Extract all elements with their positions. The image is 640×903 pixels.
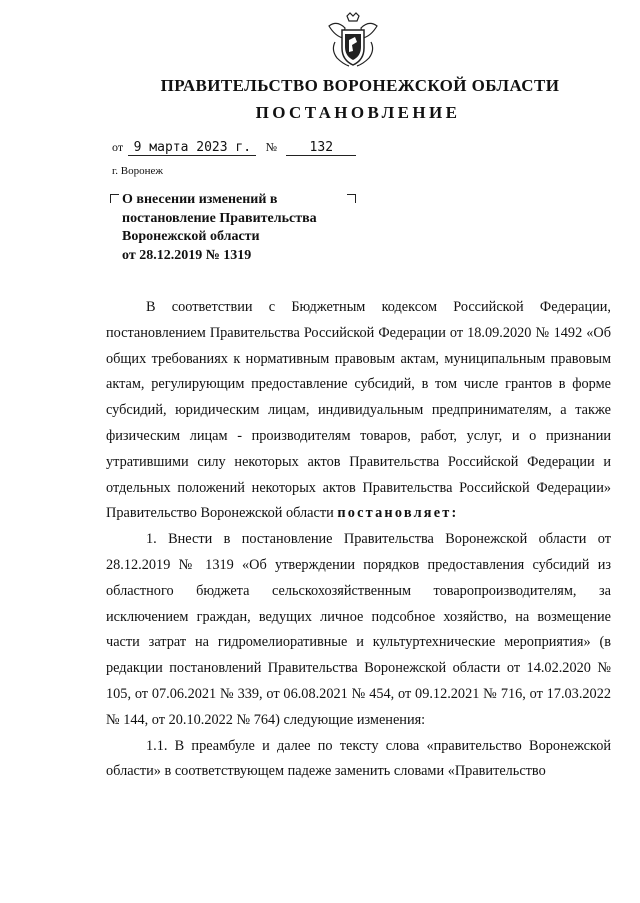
subject-line: О внесении изменений в bbox=[122, 192, 278, 207]
item-1-1-paragraph: 1.1. В преамбуле и далее по тексту слова «правительство Воронежской области» в соответствующем падеже заменить словами «Правительство bbox=[106, 737, 611, 780]
preamble-text: В соответствии с Бюджетным кодексом Российской Федерации, постановлением Правительства Российской Федерации от 18.09.2020 № 1492 «Об общих требованиях к нормативным правовым актам, муниципальным правовым актам, регулирующим предоставление субсидий, в том числе грантов в форме субсидий, юридическим лицам, индивидуальным предпринимателям, а также физическим лицам - производителям товаров, работ, услуг, и о признании утратившими силу некоторых актов Правительства Российской Федерации и отдельных положений некоторых актов Правительства Российской Федерации» Правительство Воронежской области bbox=[106, 299, 611, 522]
item-1-paragraph: 1. Внести в постановление Правительства Воронежской области от 28.12.2019 № 1319 «Об утверждении порядков предоставления субсидий из областного бюджета сельскохозяйственным товаропроизводителям, за исключением граждан, ведущих личное подсобное хозяйство, на возмещение части затрат на гидромелиоративные и культуртехнические мероприятия» (в редакции постановлений Правительства Воронежской области от 14.02.2020 № 105, от 07.06.2021 № 339, от 06.08.2021 № 454, от 09.12.2021 № 716, от 17.03.2022 № 144, от 20.10.2022 № 764) следующие изменения: bbox=[106, 531, 611, 728]
subject-line: постановление Правительства bbox=[122, 210, 317, 226]
city-label: г. Воронеж bbox=[112, 165, 163, 177]
organization-title: ПРАВИТЕЛЬСТВО ВОРОНЕЖСКОЙ ОБЛАСТИ bbox=[160, 76, 560, 95]
voronezh-coat-of-arms-icon bbox=[327, 12, 379, 70]
date-prefix: от bbox=[112, 140, 124, 154]
document-date: 9 марта 2023 г. bbox=[128, 140, 256, 156]
document-type-title: ПОСТАНОВЛЕНИЕ bbox=[255, 103, 461, 122]
subject-line: от 28.12.2019 № 1319 bbox=[122, 247, 252, 263]
number-sign: № bbox=[265, 140, 278, 154]
document-subject bbox=[122, 191, 362, 265]
preamble-verb: постановляет: bbox=[337, 505, 459, 522]
date-number-line bbox=[112, 139, 356, 156]
preamble-paragraph bbox=[106, 295, 611, 527]
subject-corner-left bbox=[110, 194, 119, 203]
document-body bbox=[106, 295, 611, 785]
document-number: 132 bbox=[286, 140, 356, 156]
subject-line: Воронежской области bbox=[122, 229, 260, 244]
